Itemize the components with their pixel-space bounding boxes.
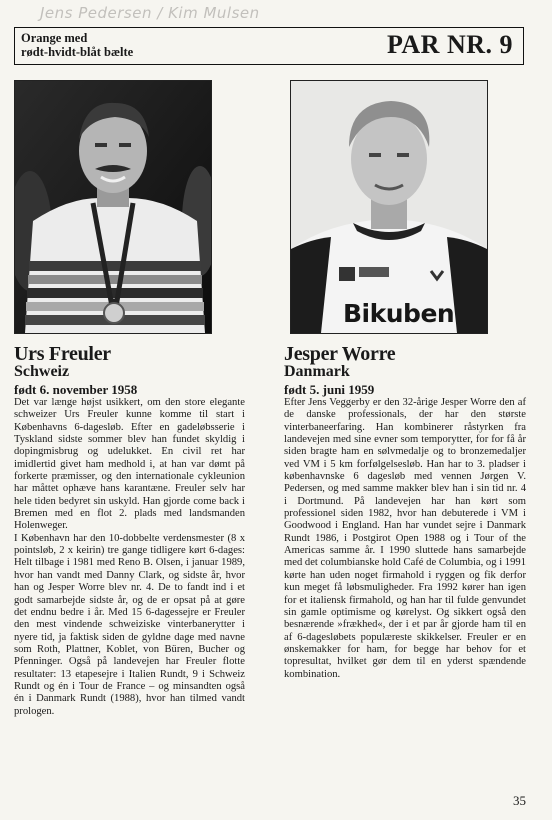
rider-bio-urs-freuler: Det var længe højst usikkert, om den store elegante schweizer Urs Freuler kunne komme til start i Københavns 6-dagesløb. Efter en gadeløbsserie i Tyskland sidste sommer blev han fundet skyldig i dopingmisbrug og udelukket. En civil ret har imidlertid givet ham medhold i, at han var dømt på forkerte præmisser, og den internationale cykleunion har måttet ophæve hans karantæne. Freuler selv har hele tiden bedyret sin uskyld. Han gjorde come back i Bremen med en flot 2. plads med landsmanden Holenweger. I København har den 10-dobbelte verdensmester (8 x pointsløb, 2 x keirin) tre gange tidligere kørt 6-dages: Helt tilbage i 1981 med Reno B. Olsen, i januar 1989, hvor han vandt med Danny Clark, og sidste år, hvor han og Jesper Worre blev nr. 4. De to fandt ind i et godt samarbejde sidste år, og de er opsat på at gøre det endnu bedre i år. Med 15 6-dagessejre er Freuler den mest vindende schweiziske vinterbanerytter i nyere tid, ja faktisk siden de gyldne dage med navne som Roth, Plattner, Koblet, von Büren, Bucher og Pfenninger. Også på landevejen har Freuler flotte resultater: 13 etapesejre i Italien Rundt, 9 i Schweiz Rundt og én i Tour de France – og minsandten også én i Danmark Rundt (1988), hvor han tilmed vandt prologen.: [14, 397, 245, 717]
urs-freuler-photo: [14, 80, 212, 334]
belt-line-1: Orange med: [21, 31, 88, 45]
jersey-sponsor-text: Bikuben: [343, 299, 455, 328]
pair-header: [14, 27, 524, 65]
rider-name-urs-freuler: Urs Freuler: [14, 343, 111, 365]
rider-birthdate-jesper-worre: født 5. juni 1959: [284, 382, 375, 397]
rider-country-jesper-worre: Danmark: [284, 363, 350, 380]
belt-description: [21, 31, 133, 59]
pair-title: PAR NR. 9: [386, 30, 513, 59]
belt-line-2: rødt-hvidt-blåt bælte: [21, 45, 134, 59]
rider-bio-jesper-worre: Efter Jens Veggerby er den 32-årige Jesper Worre den af de danske professionals, der har den største vinterbaneerfaring. Han kombinerer råstyrken fra landevejen med sine evner som temporytter, for for få år siden bragte ham en sølvmedalje og to bronzemedaljer ved VM i 5 km forfølgelsesløb. Han har to 3. pladser i københavnske 6 dagesløb med vennen Jørgen V. Pedersen, og med samme makker blev han i sin tid nr. 4 i Dortmund. På landevejen har han kørt som professionel siden 1982, hvor han debuterede i VM i Goodwood i England. Han har vundet sejre i Danmark Rundt 1986, i Postgirot Open 1988 og i Tour of the Americas samme år. I 1990 sluttede hans samarbejde med det columbianske hold Café de Columbia, og i 1991 kørte han uden noget firmahold i ryggen og fik derfor kun meget få løbsmuligheder. Fra 1992 kører han igen for et italiensk firmahold, og han har til fulde genvundet sin gamle optimisme og kørelyst. Og sikkert også den besnærende »frækhed«, der i et par år gjorde ham til en af 6-dagesløbets populæreste skikkelser. Freuler er en ønskemakker for ham, for begge har behov for et topresultat, hvilket gør dem til en yderst spændende kombination.: [284, 397, 526, 680]
rider-country-urs-freuler: Schweiz: [14, 363, 70, 380]
jesper-worre-photo: [290, 80, 488, 334]
rider-name-jesper-worre: Jesper Worre: [284, 343, 396, 365]
page-number: 35: [513, 793, 526, 808]
handwritten-note: Jens Pedersen / Kim Mulsen: [40, 4, 260, 22]
rider-birthdate-urs-freuler: født 6. november 1958: [14, 382, 138, 397]
